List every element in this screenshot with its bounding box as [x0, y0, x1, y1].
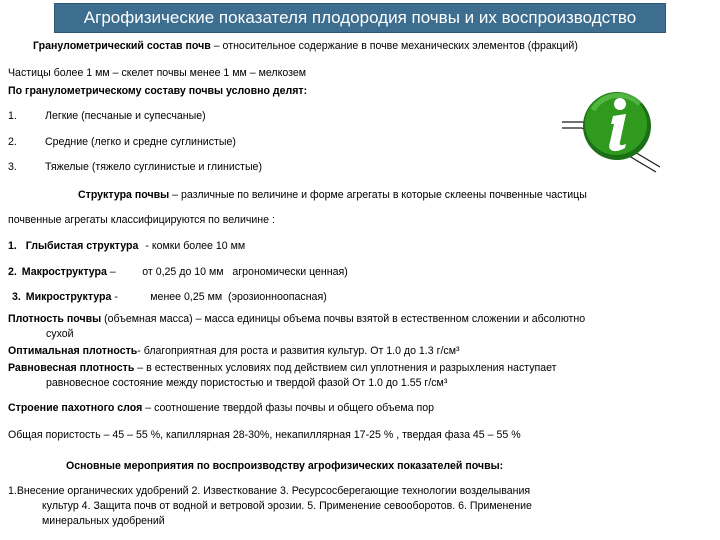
arable-text: – соотношение твердой фазы почвы и общего объема пор — [142, 402, 435, 414]
structure-item — [8, 266, 348, 279]
structure-text: – различные по величине и форме агрегаты в которые склеены почвенные частицы — [169, 189, 587, 201]
equilibrium-term: Равновесная плотность — [8, 362, 135, 374]
equilibrium-text: – в естественных условиях под действием сил уплотнения и разрыхления наступает — [134, 362, 557, 374]
granulometry-item-num: 1. — [8, 110, 17, 122]
arable-layer — [8, 402, 434, 415]
structure-item-name: Макроструктура — [21, 266, 107, 278]
density-term: Плотность почвы — [8, 313, 102, 325]
granulometry-definition — [33, 40, 578, 53]
optimal-text: - благоприятная для роста и развития культур. От 1.0 до 1.3 г/см³ — [137, 345, 460, 357]
granulometry-item: Легкие (песчаные и супесчаные) — [45, 110, 206, 122]
density-text: (объемная масса) – масса единицы объема почвы взятой в естественном сложении и абсолютно — [101, 313, 586, 325]
optimal-density — [8, 345, 460, 358]
granulometry-item: Тяжелые (тяжело суглинистые и глинистые) — [45, 161, 262, 173]
structure-item — [8, 240, 245, 253]
granulometry-item: Средние (легко и средне суглинистые) — [45, 136, 236, 148]
granulometry-skeleton: Частицы более 1 мм – скелет почвы менее 1 мм – мелкозем — [8, 67, 307, 79]
structure-item-num: 1. — [8, 240, 17, 252]
porosity-text: Общая пористость – 45 – 55 %, капиллярная 28-30%, некапиллярная 17-25 % , твердая фаза 45 – 55 % — [8, 429, 521, 441]
measures-line: 1.Внесение органических удобрений 2. Известкование 3. Ресурсосберегающие технологии возделывания — [8, 485, 531, 497]
structure-item — [12, 291, 327, 304]
structure-item-num: 3. — [12, 291, 21, 303]
granulometry-heading: По гранулометрическому составу почвы условно делят: — [8, 85, 308, 97]
structure-item-name: Микроструктура — [25, 291, 112, 303]
structure-item-num: 2. — [8, 266, 17, 278]
optimal-term: Оптимальная плотность — [8, 345, 138, 357]
structure-item-desc: - комки более 10 мм — [145, 240, 246, 252]
equilibrium-text-cont: равновесное состояние между пористостью и твердой фазой От 1.0 до 1.55 г/см³ — [46, 377, 448, 389]
granulometry-item-num: 3. — [8, 161, 17, 173]
measures-line: минеральных удобрений — [42, 515, 165, 527]
granulometry-text: – относительное содержание в почве механических элементов (фракций) — [210, 40, 578, 52]
structure-item-name: Глыбистая структура — [25, 240, 139, 252]
granulometry-term: Гранулометрический состав почв — [33, 40, 211, 52]
structure-item-desc: – от 0,25 до 10 мм агрономически ценная) — [106, 266, 348, 278]
measures-heading: Основные мероприятия по воспроизводству агрофизических показателей почвы: — [66, 460, 504, 472]
arable-term: Строение пахотного слоя — [8, 402, 143, 414]
density-definition — [8, 313, 585, 326]
equilibrium-density — [8, 362, 557, 375]
structure-item-desc: - менее 0,25 мм (эрозионноопасная) — [111, 291, 327, 303]
structure-term: Структура почвы — [78, 189, 170, 201]
granulometry-item-num: 2. — [8, 136, 17, 148]
measures-line: культур 4. Защита почв от водной и ветровой эрозии. 5. Применение севооборотов. 6. Применение — [42, 500, 532, 512]
page-title: Агрофизические показателя плодородия почвы и их воспроизводство — [54, 3, 666, 33]
density-text-cont: сухой — [46, 328, 74, 340]
structure-classification: почвенные агрегаты классифицируются по величине : — [8, 214, 275, 226]
info-icon — [560, 82, 670, 182]
structure-definition — [78, 189, 587, 202]
